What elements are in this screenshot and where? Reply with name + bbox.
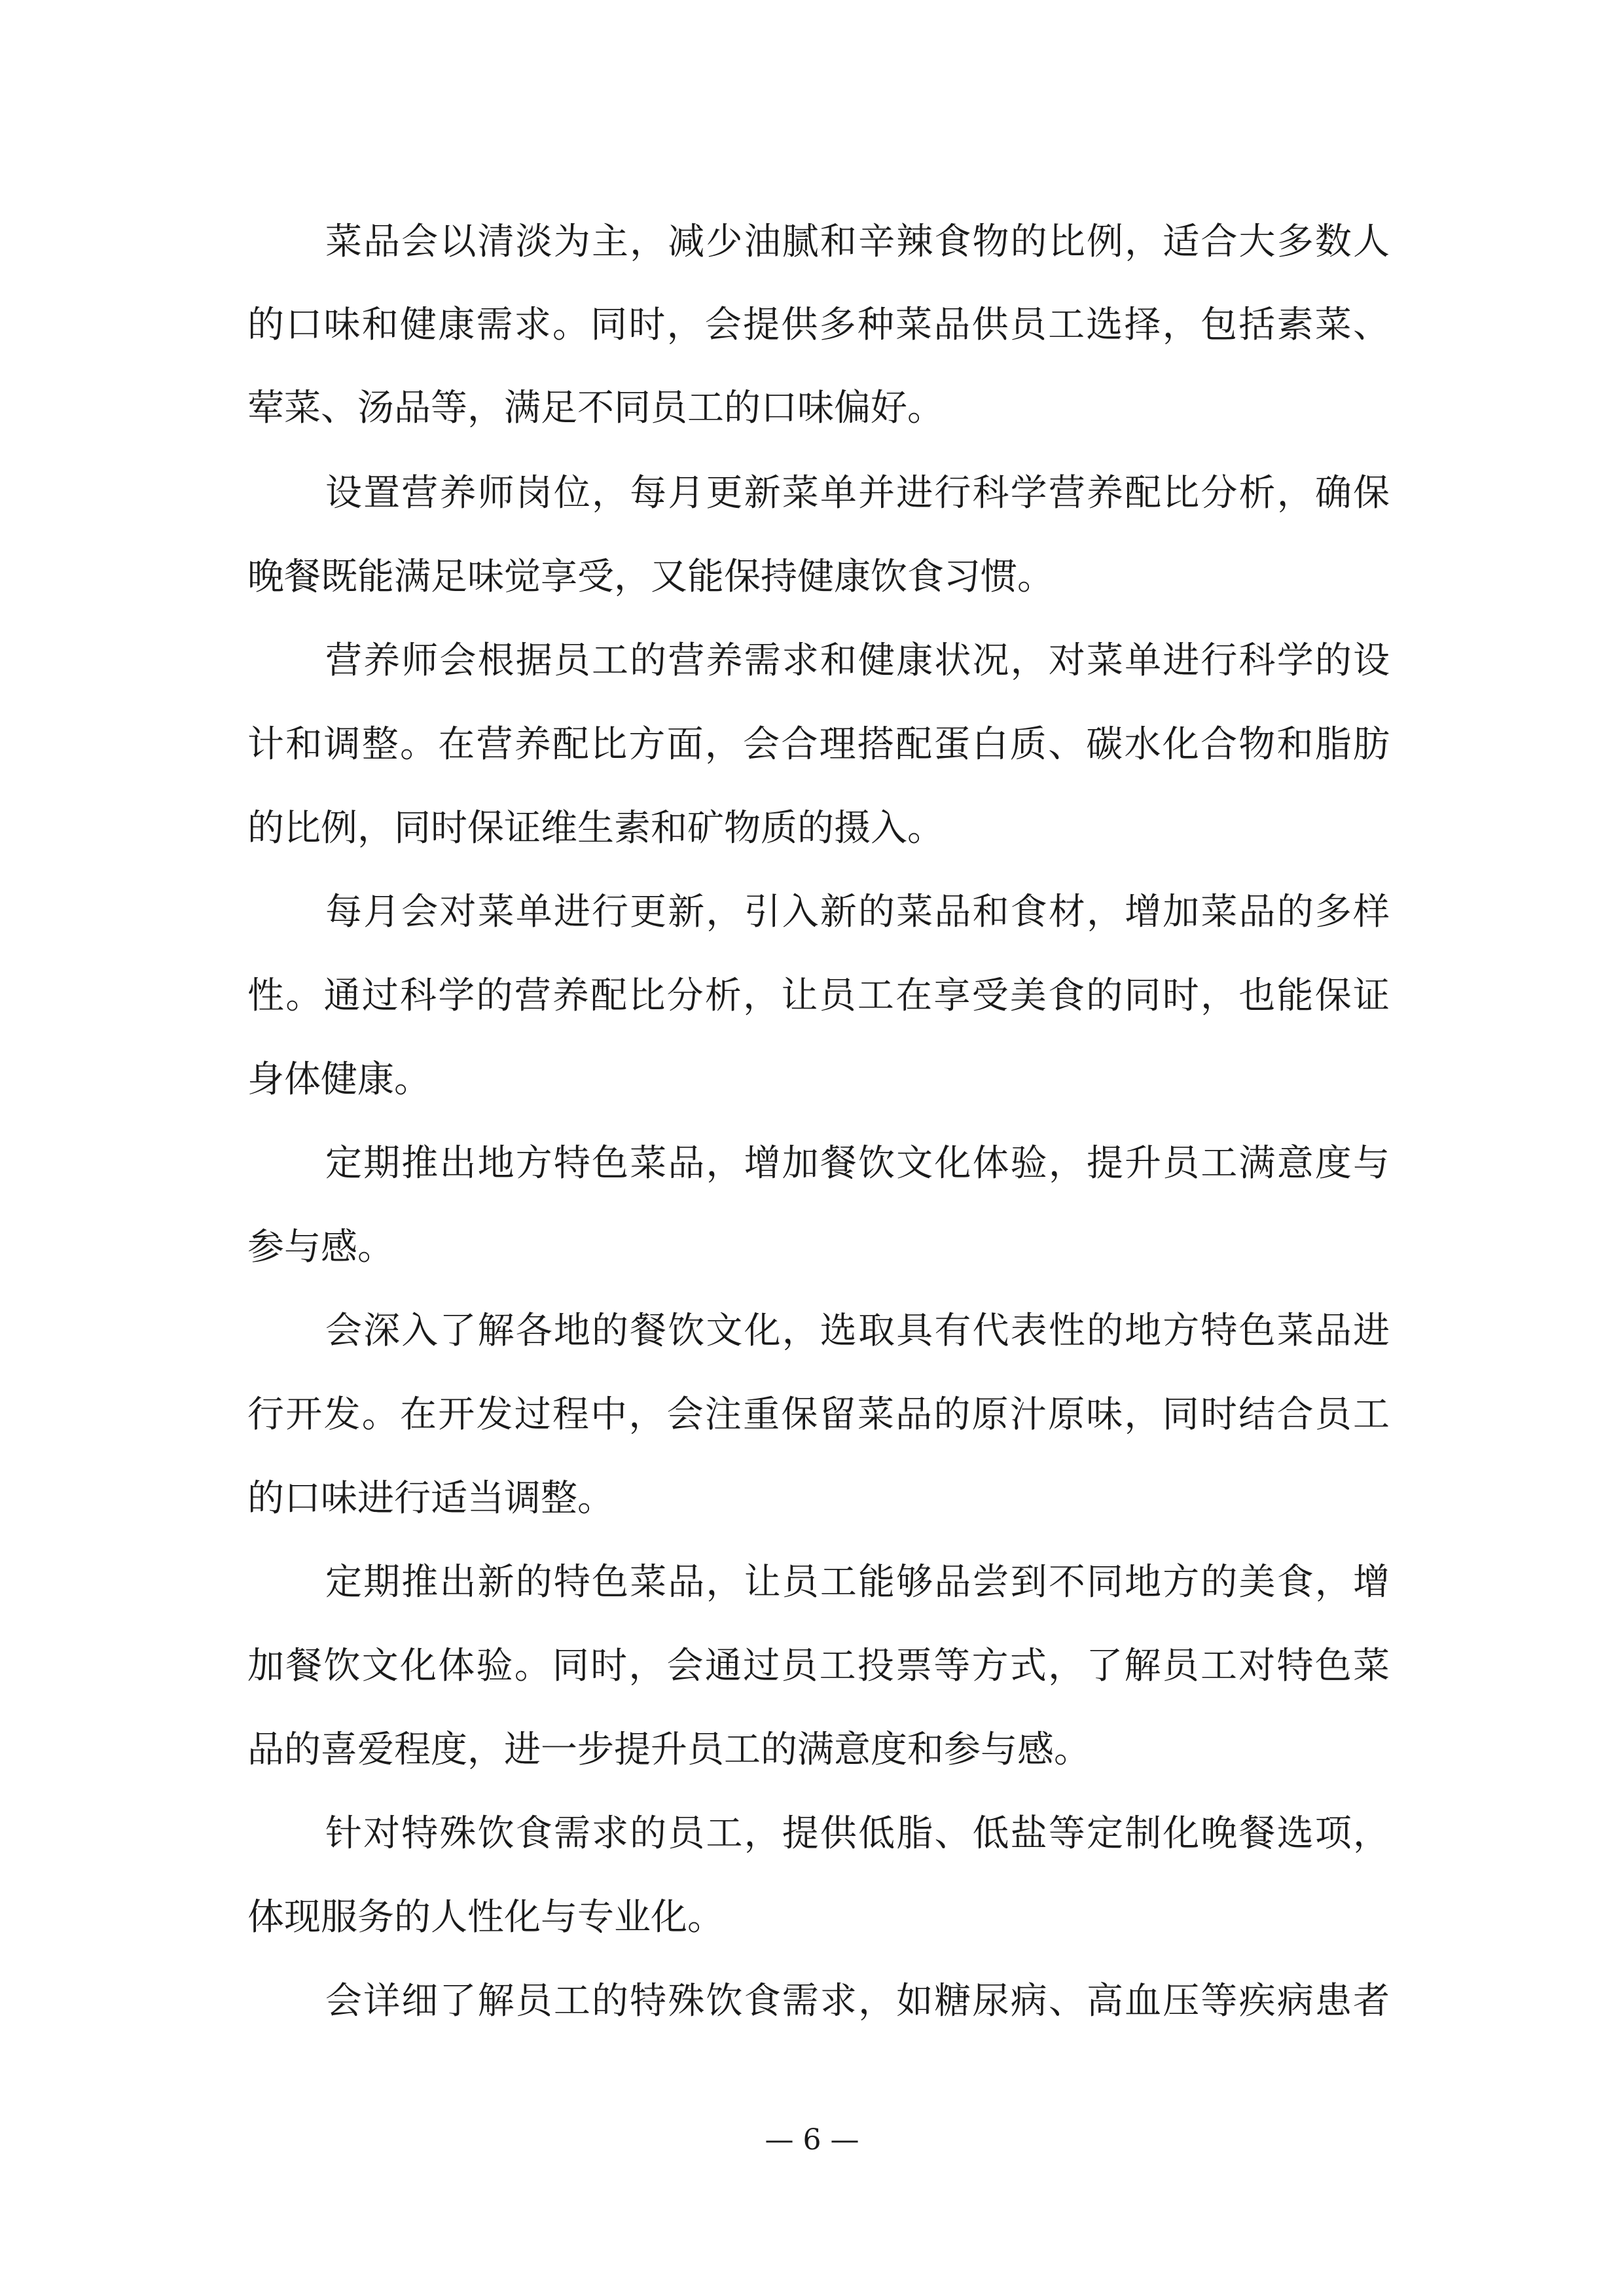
paragraph-4-line-2: 性。通过科学的营养配比分析，让员工在享受美食的同时，也能保证 [247,975,1390,1017]
paragraph-4-line-1: 每月会对菜单进行更新，引入新的菜品和食材，增加菜品的多样 [325,891,1390,933]
paragraph-1-line-1: 菜品会以清淡为主，减少油腻和辛辣食物的比例，适合大多数人 [325,221,1390,263]
paragraph-2-line-1: 设置营养师岗位，每月更新菜单并进行科学营养配比分析，确保 [325,472,1390,514]
paragraph-3-line-2: 计和调整。在营养配比方面，会合理搭配蛋白质、碳水化合物和脂肪 [247,723,1390,766]
paragraph-9-line-1: 会详细了解员工的特殊饮食需求，如糖尿病、高血压等疾病患者 [325,1980,1390,2022]
paragraph-5-line-2: 参与感。 [247,1226,394,1268]
paragraph-5-line-1: 定期推出地方特色菜品，增加餐饮文化体验，提升员工满意度与 [325,1142,1390,1185]
paragraph-7-line-3: 品的喜爱程度，进一步提升员工的满意度和参与感。 [247,1729,1091,1771]
paragraph-1-line-2: 的口味和健康需求。同时，会提供多种菜品供员工选择，包括素菜、 [247,304,1390,346]
paragraph-8-line-1: 针对特殊饮食需求的员工，提供低脂、低盐等定制化晚餐选项， [325,1812,1390,1855]
paragraph-8-line-2: 体现服务的人性化与专业化。 [247,1896,724,1939]
paragraph-7-line-2: 加餐饮文化体验。同时，会通过员工投票等方式，了解员工对特色菜 [247,1645,1390,1687]
paragraph-6-line-3: 的口味进行适当调整。 [247,1477,614,1520]
paragraph-2-line-2: 晚餐既能满足味觉享受，又能保持健康饮食习惯。 [247,556,1054,598]
paragraph-6-line-1: 会深入了解各地的餐饮文化，选取具有代表性的地方特色菜品进 [325,1310,1390,1352]
paragraph-6-line-2: 行开发。在开发过程中，会注重保留菜品的原汁原味，同时结合员工 [247,1393,1390,1436]
paragraph-7-line-1: 定期推出新的特色菜品，让员工能够品尝到不同地方的美食，增 [325,1561,1390,1604]
paragraph-4-line-3: 身体健康。 [247,1058,431,1101]
paragraph-3-line-3: 的比例，同时保证维生素和矿物质的摄入。 [247,807,944,850]
paragraph-1-line-3: 荤菜、汤品等，满足不同员工的口味偏好。 [247,387,944,429]
page-number: — 6 — [765,2123,859,2157]
paragraph-3-line-1: 营养师会根据员工的营养需求和健康状况，对菜单进行科学的设 [325,639,1390,682]
